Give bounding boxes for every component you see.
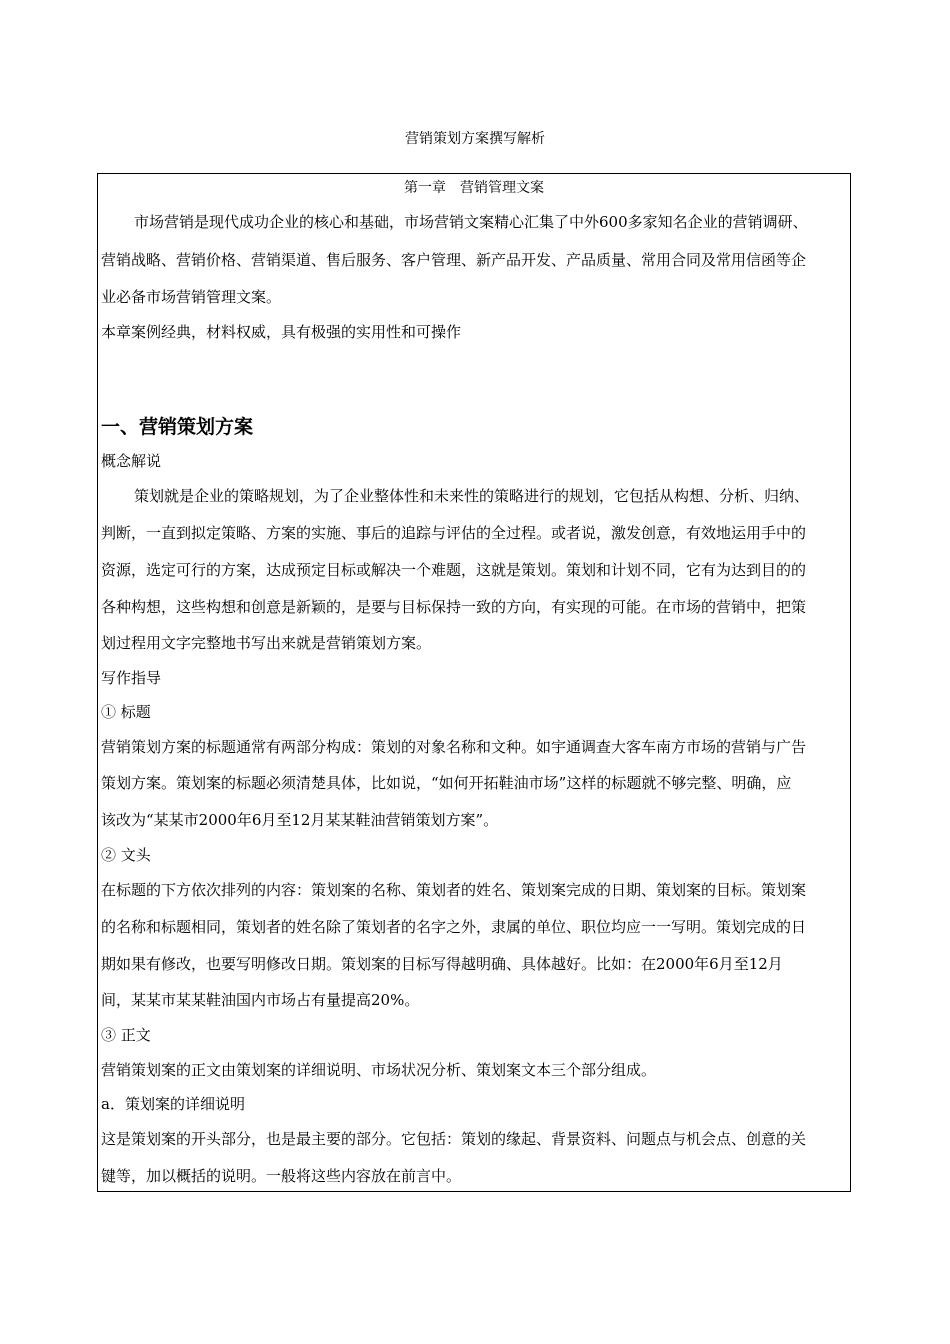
concept-line: 划过程用文字完整地书写出来就是营销策划方案。	[101, 634, 432, 652]
concept-line: 策划就是企业的策略规划，为了企业整体性和未来性的策略进行的规划，它包括从构想、分析、归纳、	[134, 487, 810, 505]
item3-line: 营销策划案的正文由策划案的详细说明、市场状况分析、策划案文本三个部分组成。	[101, 1061, 657, 1079]
item2-line: 间，某某市某某鞋油国内市场占有量提高20%。	[101, 991, 420, 1009]
item1-line: 营销策划方案的标题通常有两部分构成：策划的对象名称和文种。如宇通调查大客车南方市场的营销与广告	[101, 738, 807, 756]
sub-a-line: 键等，加以概括的说明。一般将这些内容放在前言中。	[101, 1167, 462, 1185]
section-heading: 一、营销策划方案	[101, 416, 254, 438]
document-title: 营销策划方案撰写解析	[405, 131, 545, 147]
concept-line: 判断，一直到拟定策略、方案的实施、事后的追踪与评估的全过程。或者说，激发创意，有效地运用手中的	[101, 524, 807, 542]
item1-heading: ① 标题	[101, 703, 151, 721]
intro-line: 市场营销是现代成功企业的核心和基础，市场营销文案精心汇集了中外600多家知名企业的营销调研、	[134, 213, 808, 231]
sub-a-heading: a．策划案的详细说明	[101, 1095, 245, 1113]
intro-line: 营销战略、营销价格、营销渠道、售后服务、客户管理、新产品开发、产品质量、常用合同及常用信函等企	[101, 251, 807, 269]
item2-line: 在标题的下方依次排列的内容：策划案的名称、策划者的姓名、策划案完成的日期、策划案的目标。策划案	[101, 881, 807, 899]
sub-a-line: 这是策划案的开头部分，也是最主要的部分。它包括：策划的缘起、背景资料、问题点与机会点、创意的关	[101, 1130, 807, 1148]
concept-heading: 概念解说	[101, 452, 162, 470]
content-frame	[97, 173, 851, 1192]
item2-heading: ② 文头	[101, 846, 151, 864]
concept-line: 资源，选定可行的方案，达成预定目标或解决一个难题，这就是策划。策划和计划不同，它有为达到目的的	[101, 561, 807, 579]
intro-line: 本章案例经典，材料权威，具有极强的实用性和可操作	[101, 323, 462, 341]
intro-line: 业必备市场营销管理文案。	[101, 288, 282, 306]
item2-line: 的名称和标题相同，策划者的姓名除了策划者的名字之外，隶属的单位、职位均应一一写明。策划完成的日	[101, 918, 807, 936]
item1-line: 该改为“某某市2000年6月至12月某某鞋油营销策划方案”。	[101, 811, 499, 829]
item2-line: 期如果有修改，也要写明修改日期。策划案的目标写得越明确、具体越好。比如：在2000年6月至12月	[101, 955, 783, 973]
chapter-heading: 第一章 营销管理文案	[404, 180, 544, 196]
item1-line: 策划方案。策划案的标题必须清楚具体，比如说，“如何开拓鞋油市场”这样的标题就不够完整、明确，应	[101, 774, 792, 792]
concept-line: 各种构想，这些构想和创意是新颖的，是要与目标保持一致的方向，有实现的可能。在市场的营销中，把策	[101, 598, 807, 616]
item3-heading: ③ 正文	[101, 1026, 151, 1044]
writing-heading: 写作指导	[101, 669, 162, 687]
